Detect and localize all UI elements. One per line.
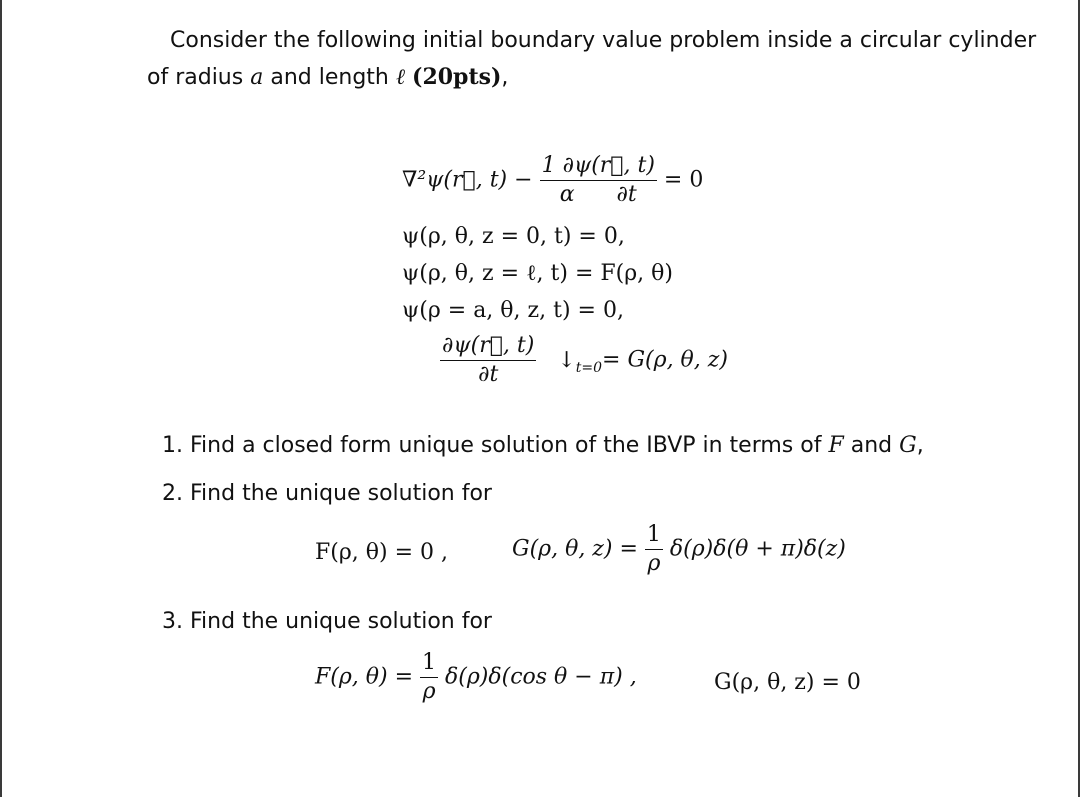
equation-initial-velocity	[440, 335, 728, 386]
eq5-fraction	[440, 335, 536, 386]
item-2-g-condition	[512, 524, 846, 575]
equation-bc-rho-a: ψ(ρ = a, θ, z, t) = 0,	[402, 298, 624, 323]
item-1-text: Find a closed form unique solution of the IBVP in terms of	[190, 433, 822, 458]
item-2-number: 2.	[162, 481, 183, 506]
item-1-and: and	[850, 433, 893, 458]
eq1-fraction-denominator: α ∂t	[559, 182, 637, 207]
equation-bc-z0: ψ(ρ, θ, z = 0, t) = 0,	[402, 224, 625, 249]
eq1-lhs: ∇²ψ(r⃗, t) −	[402, 167, 533, 193]
eq5-fraction-denominator: ∂t	[478, 362, 499, 387]
item-1-number: 1.	[162, 433, 183, 458]
item-2-f-condition: F(ρ, θ) = 0 ,	[315, 540, 448, 565]
eq1-rhs: = 0	[663, 167, 704, 193]
intro-line-1	[170, 30, 1036, 52]
item-3-f-rhs: δ(ρ)δ(cos θ − π) ,	[445, 664, 637, 690]
eq5-rhs: = G(ρ, θ, z)	[602, 347, 728, 373]
item-2-g-fraction	[645, 524, 663, 575]
eq1-fraction	[540, 155, 657, 206]
item-2-g-fraction-denominator: ρ	[647, 551, 661, 576]
item-3-f-fraction	[420, 652, 438, 703]
item-2-g-rhs: δ(ρ)δ(θ + π)δ(z)	[669, 536, 846, 562]
radius-symbol: a	[250, 65, 264, 90]
item-3-text: Find the unique solution for	[190, 609, 492, 634]
item-2	[162, 483, 492, 505]
intro-radius-label: of radius	[147, 65, 244, 90]
eq5-fraction-numerator: ∂ψ(r⃗, t)	[442, 333, 535, 358]
intro-line-1-text: Consider the following initial boundary value problem inside a circular cylinder	[170, 28, 1037, 53]
item-2-g-fraction-numerator: 1	[646, 522, 661, 547]
eq5-arrow: ↓	[557, 347, 576, 373]
equation-heat	[402, 155, 703, 206]
item-1-symbol-g: G	[899, 433, 917, 458]
item-3-f-fraction-numerator: 1	[422, 650, 437, 675]
item-2-text: Find the unique solution for	[190, 481, 492, 506]
item-3-f-fraction-denominator: ρ	[422, 679, 436, 704]
item-1	[162, 435, 924, 457]
eq5-subscript: t=0	[575, 359, 603, 376]
item-3-f-condition	[315, 652, 637, 703]
item-2-g-lhs: G(ρ, θ, z) =	[512, 536, 638, 562]
item-1-symbol-f: F	[828, 433, 844, 458]
intro-comma: ,	[501, 65, 509, 90]
item-3	[162, 611, 492, 633]
length-symbol: ℓ	[395, 65, 406, 90]
item-3-number: 3.	[162, 609, 183, 634]
item-3-f-lhs: F(ρ, θ) =	[315, 664, 414, 690]
item-1-comma: ,	[916, 433, 924, 458]
item-3-g-condition: G(ρ, θ, z) = 0	[714, 670, 861, 695]
eq1-fraction-numerator: 1 ∂ψ(r⃗, t)	[541, 153, 655, 178]
points-label: (20pts)	[412, 64, 502, 90]
equation-bc-zl: ψ(ρ, θ, z = ℓ, t) = F(ρ, θ)	[402, 261, 673, 286]
intro-line-2	[147, 66, 508, 89]
intro-length-label: and length	[270, 65, 389, 90]
